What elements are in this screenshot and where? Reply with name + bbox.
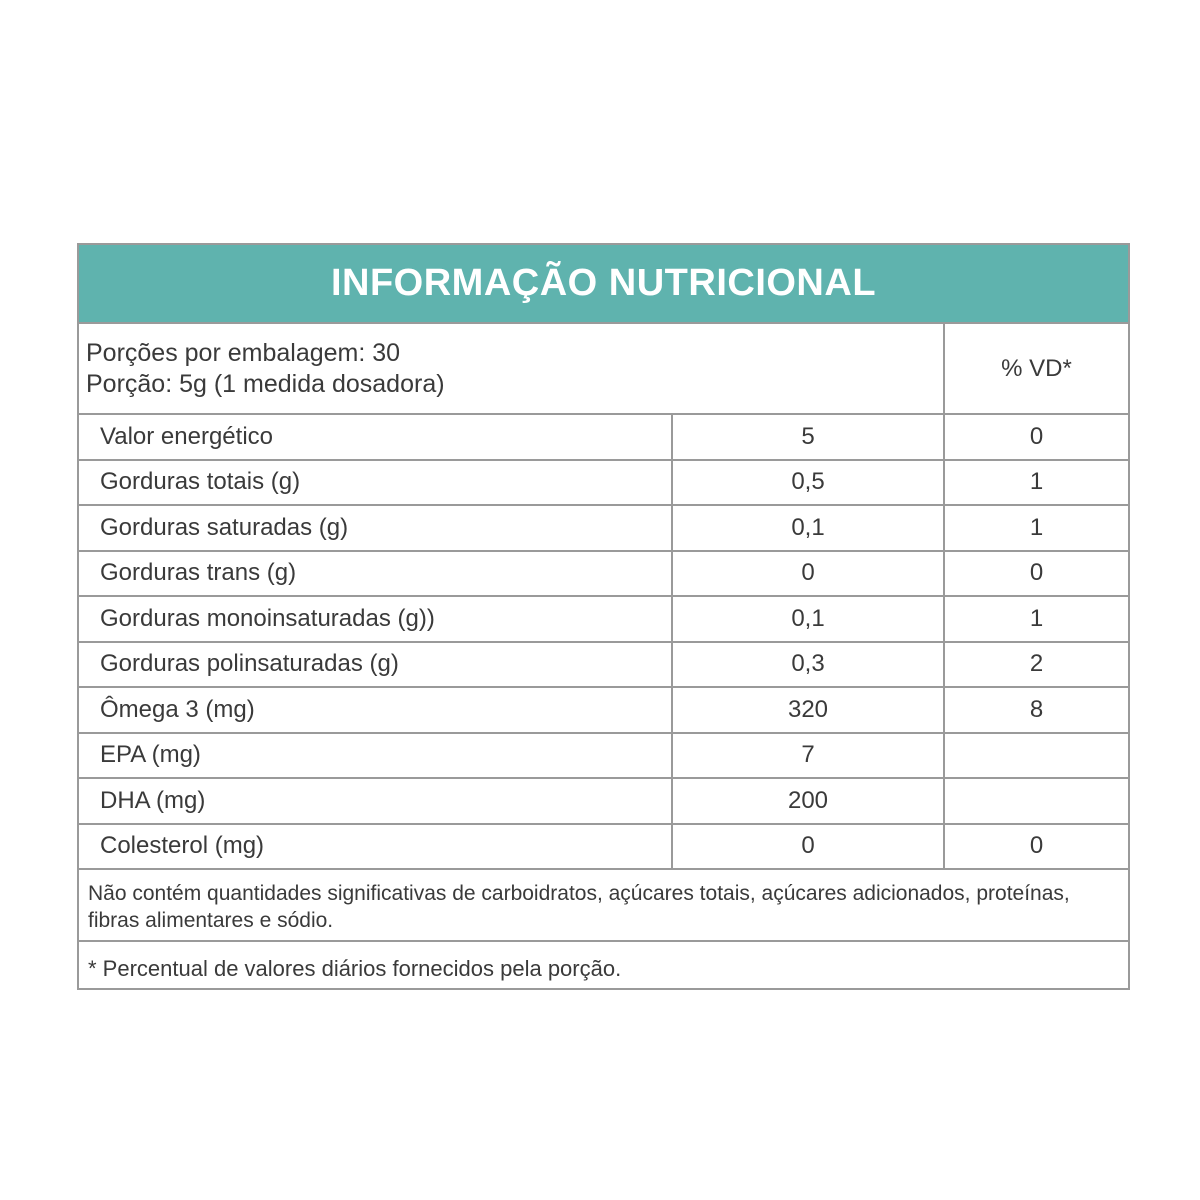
serving-text (86, 338, 445, 400)
nutrient-amount: 0 (671, 825, 943, 869)
nutrient-amount: 5 (671, 415, 943, 459)
nutrient-vd: 0 (943, 552, 1128, 596)
table-row (79, 415, 1128, 461)
nutrient-vd: 2 (943, 643, 1128, 687)
nutrient-vd: 8 (943, 688, 1128, 732)
nutrient-vd: 0 (943, 415, 1128, 459)
nutrient-amount: 0,1 (671, 506, 943, 550)
table-row (79, 734, 1128, 780)
nutrient-name: Gorduras monoinsaturadas (g)) (100, 604, 435, 632)
nutrient-vd (943, 779, 1128, 823)
vd-column-header: % VD* (943, 324, 1128, 413)
table-row (79, 506, 1128, 552)
nutrient-name: EPA (mg) (100, 741, 201, 769)
nutrient-rows (79, 415, 1128, 870)
nutrient-amount: 0,3 (671, 643, 943, 687)
nutrient-amount: 0,5 (671, 461, 943, 505)
table-row (79, 643, 1128, 689)
table-row (79, 688, 1128, 734)
nutrient-amount: 7 (671, 734, 943, 778)
nutrition-facts-table (77, 243, 1130, 990)
nutrient-name: Ômega 3 (mg) (100, 695, 255, 723)
nutrient-amount: 0,1 (671, 597, 943, 641)
nutrient-vd: 1 (943, 597, 1128, 641)
nutrient-vd: 1 (943, 506, 1128, 550)
nutrient-amount: 200 (671, 779, 943, 823)
nutrient-name: Gorduras saturadas (g) (100, 513, 349, 541)
table-row (79, 779, 1128, 825)
nutrient-name: Gorduras totais (g) (100, 468, 301, 496)
nutrient-name: Gorduras trans (g) (100, 559, 297, 587)
nutrient-amount: 320 (671, 688, 943, 732)
portions-per-package: Porções por embalagem: 30 (86, 339, 401, 367)
nutrient-vd (943, 734, 1128, 778)
table-row (79, 825, 1128, 871)
vd-footnote: * Percentual de valores diários fornecidos pela porção. (88, 956, 622, 981)
serving-info (79, 324, 1128, 415)
nutrient-name: DHA (mg) (100, 786, 206, 814)
table-row (79, 461, 1128, 507)
nutrient-vd: 0 (943, 825, 1128, 869)
table-title: INFORMAÇÃO NUTRICIONAL (79, 245, 1128, 324)
nutrient-vd: 1 (943, 461, 1128, 505)
nutrient-name: Colesterol (mg) (100, 832, 265, 860)
nutrient-amount: 0 (671, 552, 943, 596)
insignificant-amounts-note: Não contém quantidades significativas de carboidratos, açúcares totais, açúcares adicionados, proteínas, fibras alimentares e sódio. (79, 870, 1128, 942)
table-row (79, 597, 1128, 643)
table-row (79, 552, 1128, 598)
portion-size: Porção: 5g (1 medida dosadora) (86, 370, 445, 398)
nutrient-name: Gorduras polinsaturadas (g) (100, 650, 399, 678)
nutrient-name: Valor energético (100, 422, 273, 450)
